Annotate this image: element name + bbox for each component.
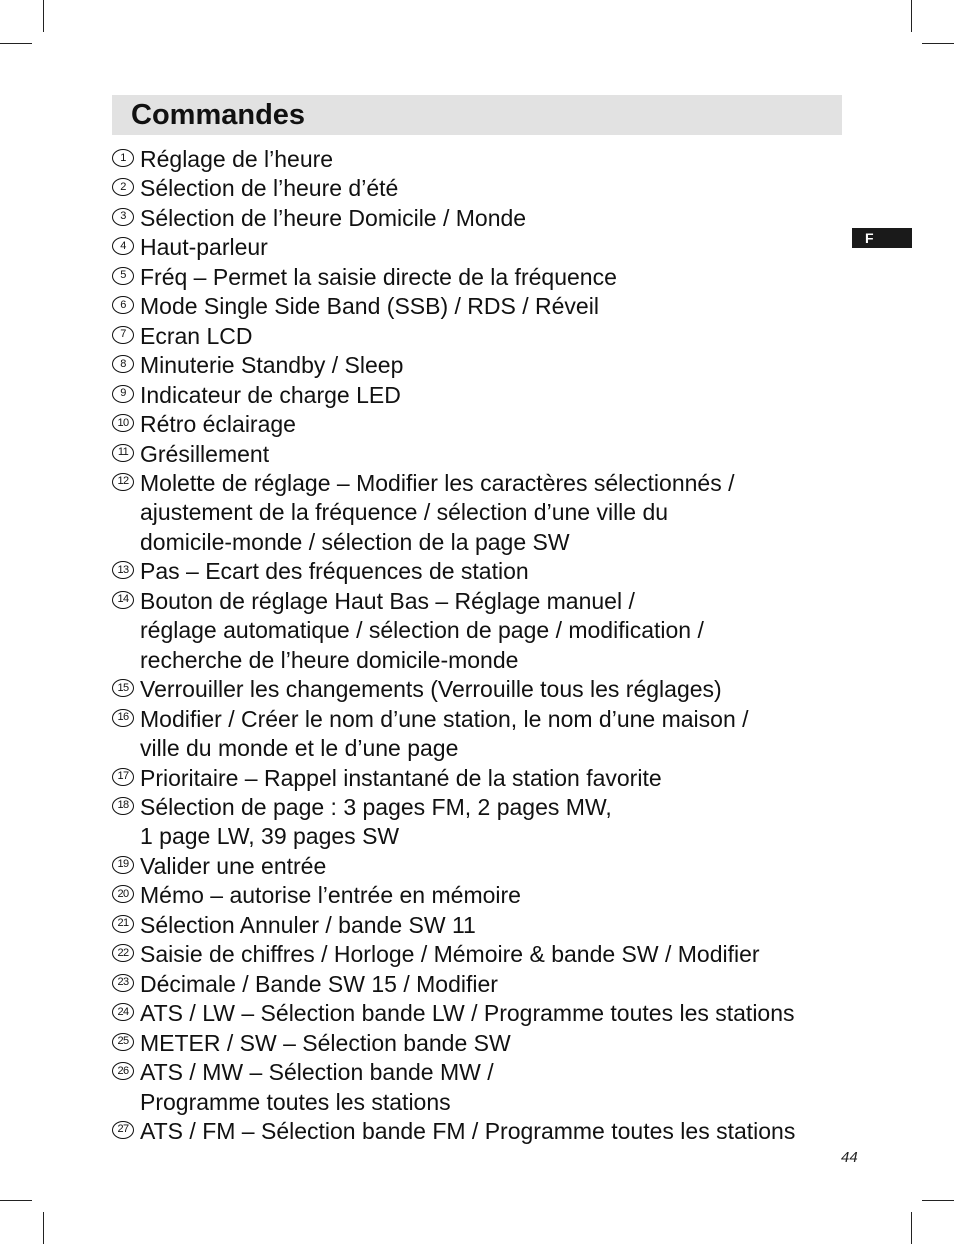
circled-number: 10 [112, 414, 134, 432]
command-item [112, 911, 852, 940]
circled-number: 12 [112, 473, 134, 491]
section-title: Commandes [131, 99, 306, 131]
circled-number: 25 [112, 1033, 134, 1051]
command-item [112, 292, 852, 321]
circled-number: 24 [112, 1003, 134, 1021]
crop-mark [0, 43, 32, 44]
command-item [112, 351, 852, 380]
crop-mark [922, 43, 954, 44]
section-heading-bar [112, 95, 842, 135]
command-text: Mémo – autorise l’entrée en mémoire [140, 882, 521, 909]
command-item [112, 440, 852, 469]
command-item [112, 587, 852, 675]
command-item [112, 970, 852, 999]
circled-number: 22 [112, 944, 134, 962]
command-text: Saisie de chiffres / Horloge / Mémoire & bande SW / Modifier [140, 941, 760, 968]
command-text: Rétro éclairage [140, 411, 296, 438]
command-text: ATS / LW – Sélection bande LW / Programme toutes les stations [140, 1000, 795, 1027]
command-text: Décimale / Bande SW 15 / Modifier [140, 970, 498, 997]
command-text: Sélection Annuler / bande SW 11 [140, 911, 476, 938]
circled-number: 6 [112, 296, 134, 314]
command-text: Verrouiller les changements (Verrouille tous les réglages) [140, 676, 722, 703]
circled-number: 26 [112, 1062, 134, 1080]
circled-number: 14 [112, 591, 134, 609]
circled-number: 17 [112, 768, 134, 786]
circled-number: 20 [112, 885, 134, 903]
crop-mark [0, 1200, 32, 1201]
command-text: Fréq – Permet la saisie directe de la fréquence [140, 263, 617, 290]
command-text: ATS / FM – Sélection bande FM / Programme toutes les stations [140, 1117, 796, 1144]
command-item [112, 233, 852, 262]
command-text: Valider une entrée [140, 852, 327, 879]
command-item [112, 1029, 852, 1058]
command-item [112, 322, 852, 351]
command-item [112, 764, 852, 793]
command-text: Prioritaire – Rappel instantané de la station favorite [140, 764, 662, 791]
crop-mark [911, 1212, 912, 1244]
circled-number: 4 [112, 237, 134, 255]
circled-number: 5 [112, 267, 134, 285]
command-text: Réglage de l’heure [140, 146, 334, 172]
page-number: 44 [841, 1149, 858, 1166]
command-item [112, 852, 852, 881]
command-text: Indicateur de charge LED [140, 381, 401, 408]
circled-number: 21 [112, 915, 134, 933]
circled-number: 2 [112, 178, 134, 196]
command-item [112, 1117, 852, 1146]
crop-mark [911, 0, 912, 32]
command-item [112, 881, 852, 910]
circled-number: 27 [112, 1121, 134, 1139]
command-item [112, 410, 852, 439]
language-tab: F [852, 228, 912, 248]
command-item [112, 263, 852, 292]
crop-mark [922, 1200, 954, 1201]
crop-mark [43, 1212, 44, 1244]
command-text: METER / SW – Sélection bande SW [140, 1029, 511, 1056]
command-text: Sélection de l’heure Domicile / Monde [140, 204, 527, 231]
crop-mark [43, 0, 44, 32]
circled-number: 8 [112, 355, 134, 373]
commands-list [112, 145, 852, 1146]
command-text: Sélection de page : 3 pages FM, 2 pages MW, 1 page LW, 39 pages SW [140, 793, 612, 850]
command-item [112, 557, 852, 586]
circled-number: 15 [112, 679, 134, 697]
command-text: Grésillement [140, 440, 270, 467]
circled-number: 23 [112, 974, 134, 992]
command-text: Ecran LCD [140, 322, 253, 349]
command-item [112, 1058, 852, 1117]
command-item [112, 675, 852, 704]
command-item [112, 204, 852, 233]
circled-number: 3 [112, 208, 134, 226]
circled-number: 9 [112, 385, 134, 403]
command-text: Minuterie Standby / Sleep [140, 352, 404, 379]
circled-number: 1 [112, 149, 134, 167]
command-item [112, 999, 852, 1028]
command-item [112, 940, 852, 969]
circled-number: 13 [112, 561, 134, 579]
command-item [112, 705, 852, 764]
command-text: Mode Single Side Band (SSB) / RDS / Réveil [140, 293, 599, 320]
circled-number: 7 [112, 326, 134, 344]
command-item [112, 793, 852, 852]
command-item [112, 469, 852, 557]
circled-number: 11 [112, 444, 134, 462]
command-text: ATS / MW – Sélection bande MW / Programme toutes les stations [140, 1059, 494, 1115]
command-item [112, 174, 852, 203]
command-text: Modifier / Créer le nom d’une station, le nom d’une maison / ville du monde et le d’une page [140, 705, 749, 762]
circled-number: 16 [112, 709, 134, 727]
command-item [112, 381, 852, 410]
command-text: Bouton de réglage Haut Bas – Réglage manuel / réglage automatique / sélection de page / modification / recherche de l’heure domicile-monde [140, 587, 704, 673]
circled-number: 19 [112, 856, 134, 874]
command-item [112, 145, 852, 174]
command-text: Molette de réglage – Modifier les caractères sélectionnés / ajustement de la fréquence / sélection d’une ville du domicile-monde / sélection de la page SW [140, 469, 735, 555]
command-text: Sélection de l’heure d’été [140, 175, 399, 202]
command-text: Pas – Ecart des fréquences de station [140, 558, 529, 585]
circled-number: 18 [112, 797, 134, 815]
command-text: Haut-parleur [140, 234, 268, 261]
